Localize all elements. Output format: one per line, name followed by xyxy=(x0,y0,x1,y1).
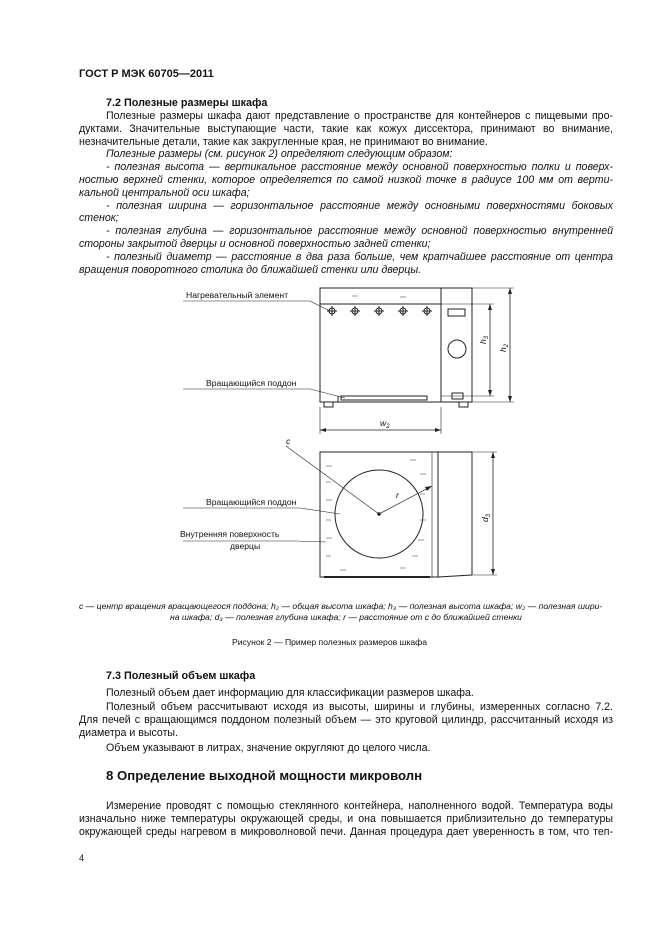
page-number: 4 xyxy=(79,853,85,863)
section-8-heading: 8 Определение выходной мощности микроволн xyxy=(106,768,423,783)
s72-b4-line1: - полезный диаметр — расстояние в два раза больше, чем кратчайшее расстояние от центра xyxy=(106,251,613,263)
s73-p3: Объем указывают в литрах, значение округляют до целого числа. xyxy=(106,742,431,754)
s72-p1-line1: Полезные размеры шкафа дают представление о пространстве для контейнеров с пищевыми про- xyxy=(106,110,613,122)
s72-p1-line2: дуктами. Значительные выступающие части, такие как кожух диссектора, принимают во внимание, xyxy=(79,123,613,135)
label-door-inner-surface-1: Внутренняя поверхность xyxy=(180,529,280,539)
s8-p1-line1: Измерение проводят с помощью стеклянного контейнера, наполненного водой. Температура воды xyxy=(106,800,613,812)
label-center-c: c xyxy=(286,436,291,446)
document-header: ГОСТ Р МЭК 60705—2011 xyxy=(79,68,214,80)
radius-line xyxy=(379,486,432,514)
s72-b1-line2: ностью верхней стенки, которое определяется по самой низкой точке в радиусе 100 мм от верти- xyxy=(79,174,613,186)
s72-b2-line2: стенок; xyxy=(79,212,119,224)
s73-p1: Полезный объем дает информацию для классификации размеров шкафа. xyxy=(106,687,474,699)
dim-h2-label: $h_2$ xyxy=(498,343,510,352)
s73-p2-line3: диаметра и высоты. xyxy=(79,727,178,739)
heater-elements-icon xyxy=(327,306,432,316)
dimension-arrowheads xyxy=(320,288,512,575)
dim-d3-label: $d_3$ xyxy=(480,513,492,522)
label-radius-r: r xyxy=(396,490,399,500)
s8-p1-line3: окружающей среды нагревом в микроволновой печи. Данная процедура дает уверенность в том, что теп- xyxy=(79,826,613,838)
control-knob-icon xyxy=(448,340,466,358)
control-indicator-icon xyxy=(448,309,465,316)
label-door-inner-surface-2: дверцы xyxy=(230,541,261,551)
s73-p2-line2: Для печей с вращающимся поддоном полезный объем — это круговой цилиндр, рассчитанный исходя из xyxy=(79,714,613,726)
s8-p1-line2: изначально ниже температуры окружающей среды, и она повышается приблизительно до температуры xyxy=(79,813,613,825)
dim-w2-label: $w_2$ xyxy=(380,418,390,430)
front-view-tray xyxy=(341,396,427,400)
s72-p2: Полезные размеры (см. рисунок 2) определяют следующим образом: xyxy=(106,148,453,160)
figure-caption: Рисунок 2 — Пример полезных размеров шкафа xyxy=(232,637,428,647)
s72-b3-line1: - полезная глубина — горизонтальное расстояние между основной поверхностью внутренней xyxy=(106,225,613,237)
s72-b4-line2: вращения поворотного столика до ближайшей стенки или дверцы. xyxy=(79,264,422,276)
s72-b3-line2: стороны закрытой дверцы и основной поверхностью задней стенки; xyxy=(79,238,431,250)
section-7-2-heading: 7.2 Полезные размеры шкафа xyxy=(106,97,268,109)
s72-p1-line3: незначительные детали, такие как закругленные края, не принимают во внимание. xyxy=(79,136,488,148)
label-rotating-tray-top: Вращающийся поддон xyxy=(206,497,297,507)
section-7-3-heading: 7.3 Полезный объем шкафа xyxy=(106,670,256,682)
label-heater-element: Нагревательный элемент xyxy=(186,290,289,300)
s73-p2-line1: Полезный объем рассчитывают исходя из высоты, ширины и глубины, измеренных согласно 7.2. xyxy=(106,701,613,713)
figure-legend-line2: на шкафа; d₃ — полезная глубина шкафа; r — расстояние от c до ближайшей стенки xyxy=(170,612,522,622)
s72-b1-line3: кальной центральной оси шкафа; xyxy=(79,187,250,199)
s72-b2-line1: - полезная ширина — горизонтальное расстояние между основными поверхностями боковых xyxy=(106,200,613,212)
s72-b1-line1: - полезная высота — вертикальное расстояние между основной поверхностью полки и поверх- xyxy=(106,161,613,173)
dim-h3-label: $h_3$ xyxy=(478,335,490,344)
label-rotating-tray-front: Вращающийся поддон xyxy=(206,378,297,388)
figure-legend-line1: c — центр вращения вращающегося поддона; h₂ — общая высота шкафа; h₃ — полезная высота шкафа; w₂ — полезная шири- xyxy=(79,601,603,611)
